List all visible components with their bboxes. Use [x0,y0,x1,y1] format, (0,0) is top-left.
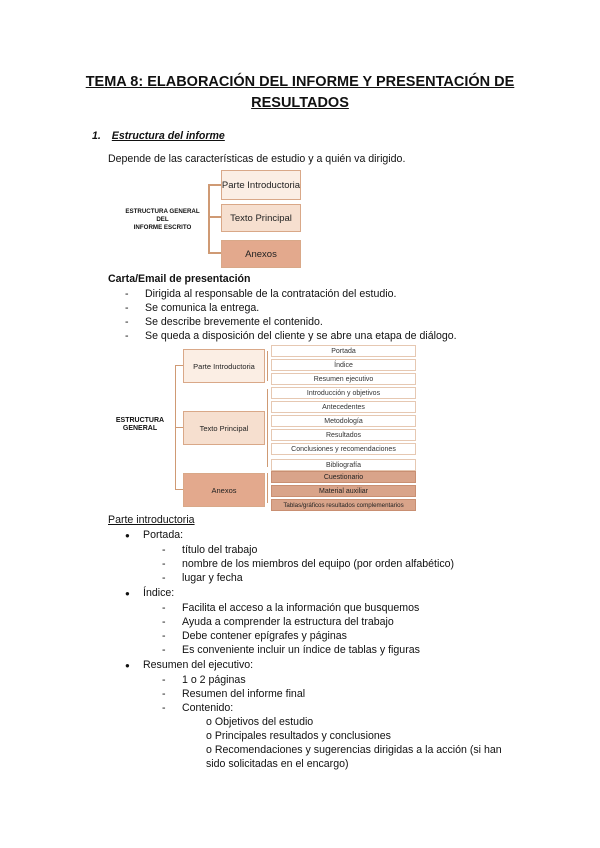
list-item: - nombre de los miembros del equipo (por orden alfabético) [162,558,455,570]
list-item-resumen: ● Resumen del ejecutivo: [125,659,254,671]
list-item: - Se comunica la entrega. [125,302,260,314]
list-item: - Se queda a disposición del cliente y se abre una etapa de diálogo. [125,330,457,342]
list-item: - Contenido: [162,702,234,714]
main-item: Introducción y objetivos [271,387,416,399]
list-item: - Se describe brevemente el contenido. [125,316,323,328]
diagram2-group-main: Texto Principal [183,411,265,445]
diagram1-box-annex: Anexos [221,240,301,268]
section-title: Estructura del informe [111,130,225,142]
diagram2-caption: ESTRUCTURA GENERAL [115,417,165,432]
parte-intro-heading: Parte introductoria [108,514,195,526]
diagram2-group-annex: Anexos [183,473,265,507]
list-item: - Debe contener epígrafes y páginas [162,630,347,642]
title-line-2: RESULTADOS [251,95,349,111]
main-item: Metodología [271,415,416,427]
list-item-portada: ● Portada: [125,529,184,541]
title-line-1: TEMA 8: ELABORACIÓN DEL INFORME Y PRESENTACIÓN DE [85,74,515,90]
parte-intro-list [125,528,502,771]
structure-diagram-2 [105,345,420,513]
list-item: - Es conveniente incluir un índice de tablas y figuras [162,644,420,656]
list-item: - Facilita el acceso a la información que busquemos [162,602,420,614]
list-item: o Recomendaciones y sugerencias dirigidas a la acción (si han [206,744,502,756]
page-title [0,72,600,114]
diagram2-group-intro: Parte Introductoria [183,349,265,383]
carta-heading: Carta/Email de presentación [108,273,251,285]
intro-item-resumen: Resumen ejecutivo [271,373,416,385]
diagram1-box-intro: Parte Introductoria [221,170,301,200]
list-item-indice: ● Índice: [125,587,175,599]
list-item: - título del trabajo [162,544,258,556]
list-item: - Dirigida al responsable de la contratación del estudio. [125,288,397,300]
list-item: - Ayuda a comprender la estructura del trabajo [162,616,394,628]
annex-item: Cuestionario [271,471,416,483]
carta-list [125,287,457,343]
list-item: o Objetivos del estudio [206,716,314,728]
structure-diagram-1 [115,168,305,268]
main-item: Antecedentes [271,401,416,413]
section-intro: Depende de las características de estudio y a quién va dirigido. [108,153,406,165]
diagram1-box-main: Texto Principal [221,204,301,232]
main-item: Conclusiones y recomendaciones [271,443,416,455]
section-heading [92,129,225,143]
intro-item-indice: Índice [271,359,416,371]
main-item: Bibliografía [271,459,416,471]
annex-item: Material auxiliar [271,485,416,497]
list-item: - lugar y fecha [162,572,243,584]
list-item: o Principales resultados y conclusiones [206,730,391,742]
list-item-continuation: sido solicitadas en el encargo) [206,758,349,770]
list-item: - Resumen del informe final [162,688,306,700]
annex-item: Tablas/gráficos resultados complementarios [271,499,416,511]
diagram1-caption: ESTRUCTURA GENERAL DEL INFORME ESCRITO [125,208,200,231]
intro-item-portada: Portada [271,345,416,357]
main-item: Resultados [271,429,416,441]
list-item: - 1 o 2 páginas [162,674,246,686]
section-number: 1. [92,130,101,142]
